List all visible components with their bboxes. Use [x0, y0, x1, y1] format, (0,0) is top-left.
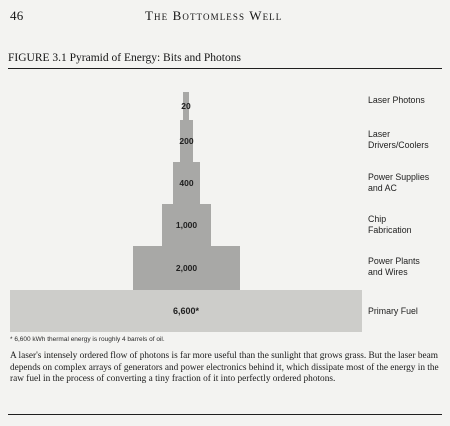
tier-label-chip-fabrication: Chip Fabrication — [368, 214, 412, 235]
pyramid-tier-power-supplies — [173, 162, 200, 204]
figure-description: A laser's intensely ordered flow of photons is far more useful than the sunlight that grows grass. But the laser beam depends on complex arrays of generators and power electronics behind it, which dissipate most of the energy in the raw fuel in the process of converting a tiny fraction of it into perfectly ordered photons. — [10, 351, 439, 385]
figure-caption: FIGURE 3.1 Pyramid of Energy: Bits and Photons — [8, 52, 241, 64]
tier-value: 1,000 — [175, 220, 198, 230]
pyramid-tier-chip-fabrication — [162, 204, 211, 246]
tier-label-primary-fuel: Primary Fuel — [368, 306, 418, 316]
pyramid-tier-laser-drivers — [180, 120, 193, 162]
pyramid-tier-power-plants — [133, 246, 240, 290]
tier-value: 20 — [181, 101, 191, 111]
tier-value: 6,600* — [172, 306, 200, 316]
tier-label-laser-drivers: Laser Drivers/Coolers — [368, 129, 429, 150]
tier-label-laser-photons: Laser Photons — [368, 95, 425, 105]
figure-footnote: * 6,600 kWh thermal energy is roughly 4 barrels of oil. — [10, 336, 165, 343]
tier-label-power-supplies: Power Supplies and AC — [368, 172, 430, 193]
page-number: 46 — [10, 8, 24, 23]
tier-label-power-plants: Power Plants and Wires — [368, 256, 420, 277]
tier-value: 400 — [179, 178, 194, 188]
pyramid-tier-primary-fuel — [10, 290, 362, 332]
bottom-rule — [8, 414, 442, 415]
pyramid-tier-laser-photons — [183, 92, 189, 120]
tier-value: 200 — [179, 136, 194, 146]
running-head: The Bottomless Well — [145, 8, 283, 23]
tier-value: 2,000 — [175, 263, 198, 273]
caption-rule — [8, 68, 442, 69]
